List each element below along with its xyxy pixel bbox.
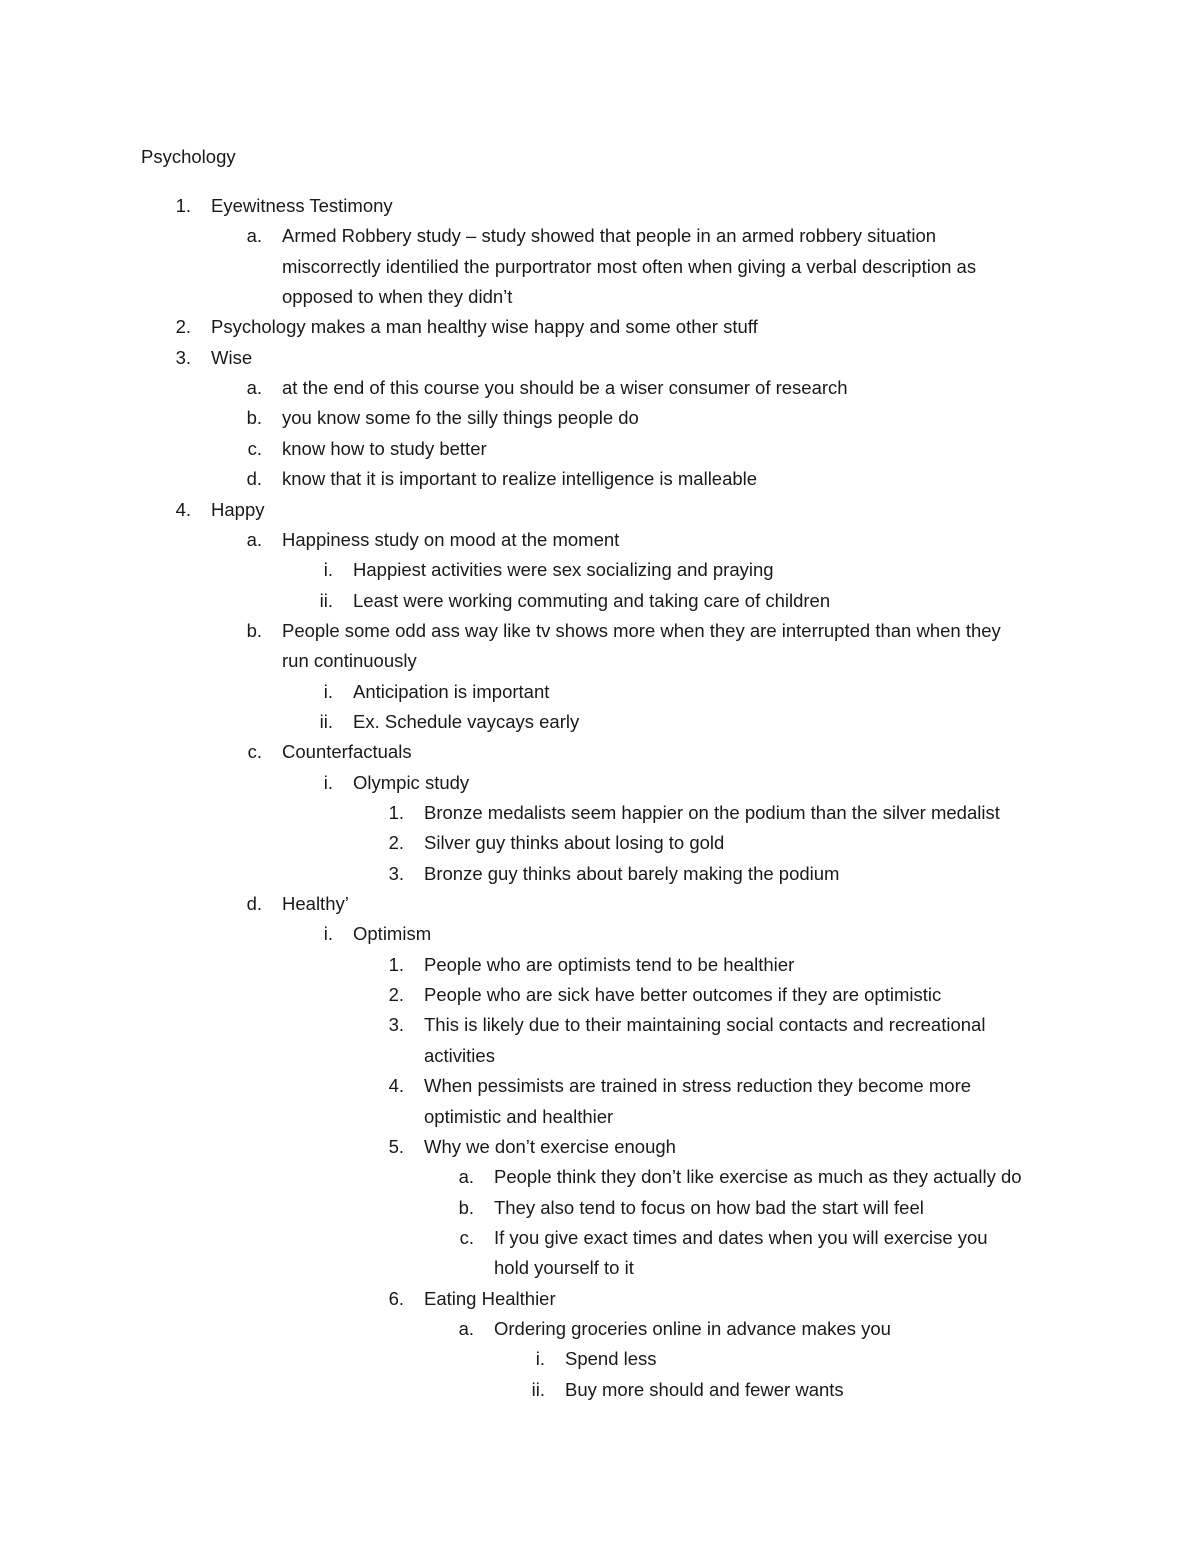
list-item-text: Counterfactuals — [282, 741, 412, 762]
list-item-text: Spend less — [565, 1348, 657, 1369]
list-marker: 1. — [175, 195, 191, 216]
list-item-text: Psychology makes a man healthy wise happy and some other stuff — [211, 316, 758, 337]
list-marker: a. — [246, 529, 262, 550]
list-item-text: Buy more should and fewer wants — [565, 1379, 844, 1400]
list-item-text: miscorrectly identilied the purportrator most often when giving a verbal description as — [282, 256, 977, 277]
list-item-text: Ordering groceries online in advance makes you — [494, 1318, 891, 1339]
list-item-text: you know some fo the silly things people do — [282, 407, 639, 428]
list-item-text: Optimism — [353, 923, 432, 944]
list-marker: 4. — [175, 499, 191, 520]
list-marker: 2. — [388, 984, 404, 1005]
page-title: Psychology — [141, 146, 236, 167]
list-marker: 1. — [388, 954, 404, 975]
list-marker: ii. — [531, 1379, 545, 1400]
list-item-text: Why we don’t exercise enough — [424, 1136, 676, 1157]
list-item-text: People some odd ass way like tv shows more when they are interrupted than when they — [282, 620, 1001, 641]
list-marker: a. — [246, 377, 262, 398]
list-item-text: Least were working commuting and taking care of children — [353, 590, 831, 611]
list-marker: c. — [247, 438, 262, 459]
list-item-text: Bronze guy thinks about barely making the podium — [424, 863, 840, 884]
list-item-text: Ex. Schedule vaycays early — [353, 711, 580, 732]
list-marker: 3. — [388, 863, 404, 884]
list-item-text: This is likely due to their maintaining social contacts and recreational — [424, 1014, 986, 1035]
list-marker: ii. — [319, 711, 333, 732]
list-marker: i. — [323, 772, 333, 793]
list-marker: b. — [458, 1197, 474, 1218]
list-item-text: Armed Robbery study – study showed that people in an armed robbery situation — [282, 225, 937, 246]
list-marker: i. — [323, 681, 333, 702]
list-item-text: know how to study better — [282, 438, 487, 459]
list-item-text: at the end of this course you should be a wiser consumer of research — [282, 377, 848, 398]
list-item-text: If you give exact times and dates when you will exercise you — [494, 1227, 988, 1248]
list-marker: 2. — [388, 832, 404, 853]
list-item-text: activities — [424, 1045, 495, 1066]
list-item-text: Bronze medalists seem happier on the podium than the silver medalist — [424, 802, 1000, 823]
list-marker: 1. — [388, 802, 404, 823]
list-marker: 3. — [175, 347, 191, 368]
list-marker: 4. — [388, 1075, 404, 1096]
list-item-text: Healthy’ — [282, 893, 349, 914]
list-marker: i. — [323, 559, 333, 580]
list-marker: ii. — [319, 590, 333, 611]
list-item-text: hold yourself to it — [494, 1257, 634, 1278]
list-marker: a. — [458, 1166, 474, 1187]
list-marker: i. — [535, 1348, 545, 1369]
list-item-text: Eyewitness Testimony — [211, 195, 393, 216]
list-item-text: run continuously — [282, 650, 417, 671]
list-item-text: They also tend to focus on how bad the start will feel — [494, 1197, 924, 1218]
list-item-text: Anticipation is important — [353, 681, 550, 702]
list-item-text: Happy — [211, 499, 265, 520]
list-item-text: Happiest activities were sex socializing and praying — [353, 559, 774, 580]
list-marker: c. — [459, 1227, 474, 1248]
list-item-text: opposed to when they didn’t — [282, 286, 513, 307]
list-item-text: People who are optimists tend to be healthier — [424, 954, 795, 975]
list-marker: 3. — [388, 1014, 404, 1035]
list-marker: 2. — [175, 316, 191, 337]
list-item-text: When pessimists are trained in stress reduction they become more — [424, 1075, 972, 1096]
list-marker: d. — [246, 468, 262, 489]
list-item-text: Eating Healthier — [424, 1288, 556, 1309]
list-item-text: People think they don’t like exercise as much as they actually do — [494, 1166, 1022, 1187]
list-marker: c. — [247, 741, 262, 762]
list-marker: 5. — [388, 1136, 404, 1157]
list-marker: i. — [323, 923, 333, 944]
list-item-text: People who are sick have better outcomes if they are optimistic — [424, 984, 942, 1005]
list-marker: d. — [246, 893, 262, 914]
list-item-text: Olympic study — [353, 772, 470, 793]
list-item-text: Wise — [211, 347, 253, 368]
list-marker: 6. — [388, 1288, 404, 1309]
list-item-text: know that it is important to realize intelligence is malleable — [282, 468, 758, 489]
list-item-text: optimistic and healthier — [424, 1106, 614, 1127]
list-marker: b. — [246, 620, 262, 641]
list-marker: b. — [246, 407, 262, 428]
list-marker: a. — [246, 225, 262, 246]
list-item-text: Happiness study on mood at the moment — [282, 529, 620, 550]
list-marker: a. — [458, 1318, 474, 1339]
list-item-text: Silver guy thinks about losing to gold — [424, 832, 725, 853]
